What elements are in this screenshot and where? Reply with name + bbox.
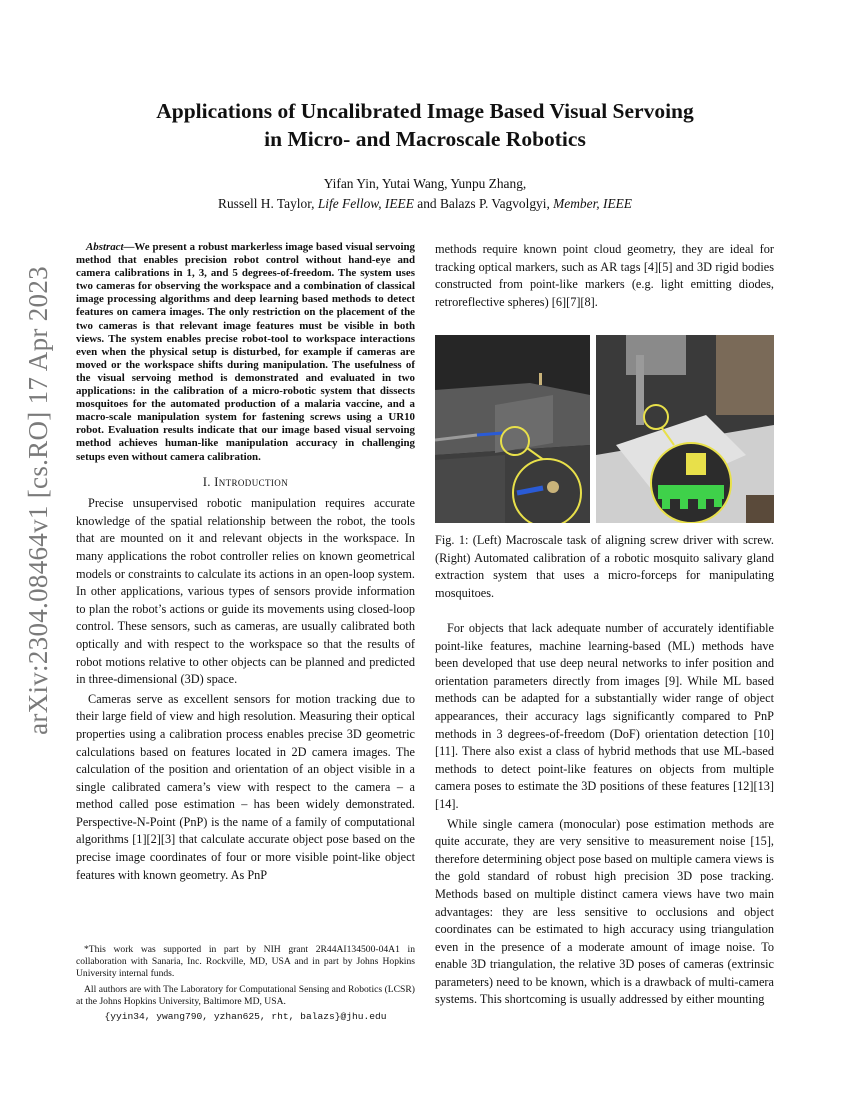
author-line-2 (90, 194, 760, 214)
mosquito-system-illustration (596, 335, 774, 523)
paper-title (90, 97, 760, 153)
figure-left-photo (435, 335, 590, 523)
right-paragraph-1: For objects that lack adequate number of accurately identifiable point-like features, machine learning-based (ML) methods have been developed that use deep neural networks to infer position and orientation parameters directly from images [9]. While ML based methods can be adapted for a substantially wider range of object appearances, their accuracy lags significantly compared to PnP methods in 3 degrees-of-freedom (DoF) orientation detection [10][11]. There also exist a class of hybrid methods that use ML-based methods to detect point-like features on objects from multiple camera poses to estimate the 3D positions of these features [12][13][14]. (435, 621, 774, 811)
paper-title-line-1: Applications of Uncalibrated Image Based Visual Servoing (156, 99, 694, 123)
author-vagvolgyi: and Balazs P. Vagvolgyi, (413, 196, 554, 211)
right-column-top (435, 241, 774, 313)
abstract-text: We present a robust markerless image based visual servoing method that enables precision robot control without hand-eye and camera calibrations in 1, 3, and 5 degrees-of-freedom. The system uses two cameras for observing the workspace and a combination of classical image processing algorithms and deep learning based methods to detect features on camera images. The only restriction on the placement of the two cameras is that relevant image features must be visible in both views. The system enables precise robot-tool to workspace interactions even when the physical setup is disturbed, for example if cameras are moved or the workspace shifts during manipulation. The usefulness of the visual servoing method is demonstrated and evaluated in two applications: in the calibration of a micro-robotic system that dissects mosquitoes for the automated production of a malaria vaccine, and a macro-scale manipulation system for fastening screws using a UR10 robot. Evaluation results indicate that our image based visual servoing method achieves human-like manipulation accuracy in challenging setups even without camera calibration. (76, 241, 415, 463)
abstract (76, 241, 415, 464)
abstract-dash: — (123, 241, 135, 253)
figure-1-caption: Fig. 1: (Left) Macroscale task of aligning screw driver with screw. (Right) Automated calibration of a robotic mosquito salivary gland extraction system that uses a micro-forceps for manipulating mosquitoes. (435, 533, 774, 600)
screwdriver-scene-illustration (435, 335, 590, 523)
footnotes (76, 944, 415, 1026)
author-vagvolgyi-title: Member, IEEE (553, 196, 632, 211)
footnote-affiliation: All authors are with The Laboratory for Computational Sensing and Robotics (LCSR) at the Johns Hopkins University, Baltimore MD, USA. (76, 983, 415, 1007)
right-column-lower (435, 620, 774, 1011)
arxiv-identifier-text: arXiv:2304.08464v1 [cs.RO] 17 Apr 2023 (22, 265, 53, 735)
right-top-paragraph: methods require known point cloud geometry, they are ideal for tracking optical markers, such as AR tags [4][5] and 3D rigid bodies constructed from point-like markers (e.g. light emitting diodes, retroreflective spheres) [6][7][8]. (435, 242, 774, 309)
intro-paragraph-1: Precise unsupervised robotic manipulation requires accurate knowledge of the spatial relationship between the robot, the tools that are mounted on it and relevant objects in the workspace. In many applications the robot controller relies on known geometrical models or constraints to calculate its actions in an open-loop system. In other applications, various types of sensors provide information to plan the robot’s actions or guide its movements using closed-loop control. These sensors, such as cameras, are usually calibrated both optically and with respect to the workspace so that the results of robot motions relative to other objects can be planned and predicted in three-dimensional (3D) space. (76, 496, 415, 687)
footnote-funding: *This work was supported in part by NIH grant 2R44AI134500-04A1 in collaboration with Sanaria, Inc. Rockville, MD, USA and in part by Johns Hopkins University internal funds. (76, 944, 415, 980)
arxiv-identifier (18, 265, 58, 735)
author-taylor-title: Life Fellow, IEEE (317, 196, 414, 211)
author-line-1: Yifan Yin, Yutai Wang, Yunpu Zhang, (323, 176, 527, 191)
author-list (90, 174, 760, 214)
abstract-label: Abstract (86, 241, 124, 253)
figure-right-photo (596, 335, 774, 523)
section-heading-introduction: I. Introduction (202, 474, 289, 489)
author-taylor: Russell H. Taylor, (218, 196, 318, 211)
footnote-emails: {yyin34, ywang790, yzhan625, rht, balazs}@jhu.edu (104, 1011, 387, 1023)
left-column (76, 241, 415, 886)
paper-title-line-2: in Micro- and Macroscale Robotics (264, 127, 586, 151)
figure-1 (435, 335, 774, 523)
right-paragraph-2: While single camera (monocular) pose estimation methods are quite accurate, they are very sensitive to measurement noise [15], therefore determining object pose based on multiple camera views is the gold standard of robust high precision 3D pose tracking. Methods based on multiple distinct camera views have two main advantages: they are less sensitive to occlusions and object coordinates can be estimated to high accuracy using triangulation even in the presence of a moderate amount of image noise. To enable 3D triangulation, the relative 3D poses of cameras (extrinsic parameters) need to be known, which is a drawback of multi-camera systems. This shortcoming is usually addressed by either mounting (435, 816, 774, 1007)
intro-paragraph-2: Cameras serve as excellent sensors for motion tracking due to their large field of view and high resolution. Measuring their optical properties using a calibration process enables precise 3D geometric calculations based on features located in 2D camera images. The calculation of the position and orientation of an object visible in a single calibrated camera’s view with respect to the camera – a method called pose estimation – has been widely demonstrated. Perspective-N-Point (PnP) is the name of a family of computational algorithms [1][2][3] that calculate accurate object pose based on the precise image coordinates of four or more visible point-like object features with known geometry. As PnP (76, 691, 415, 882)
